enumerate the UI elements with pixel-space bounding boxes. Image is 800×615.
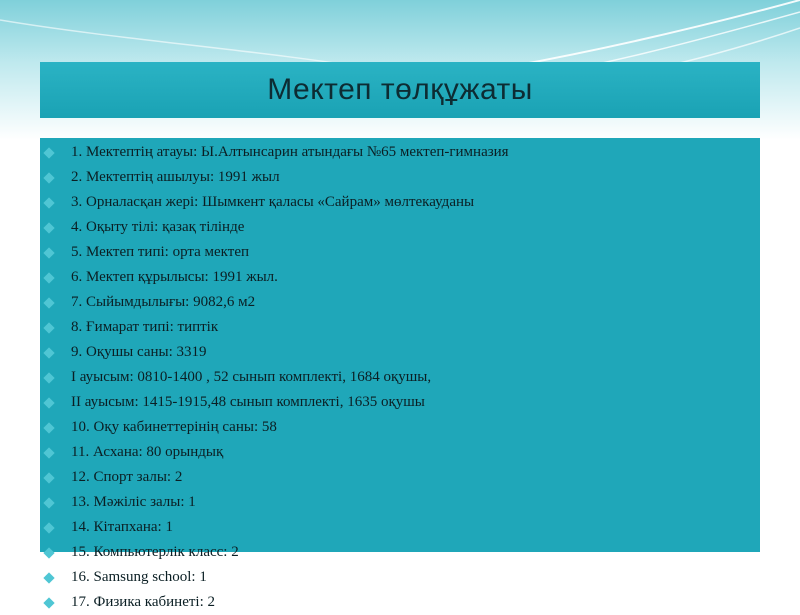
list-item-text: 6. Мектеп құрылысы: 1991 жыл. [71,269,278,285]
list-item [44,190,764,215]
list-item [44,140,764,165]
title-bar [40,62,760,118]
diamond-bullet-icon [44,273,54,283]
list-item [44,590,764,615]
diamond-bullet-icon [44,198,54,208]
diamond-bullet-icon [44,523,54,533]
bullet-list [44,140,764,615]
diamond-bullet-icon [44,373,54,383]
list-item [44,465,764,490]
list-item-text: 2. Мектептің ашылуы: 1991 жыл [71,169,280,185]
list-item [44,390,764,415]
list-item-text: 9. Оқушы саны: 3319 [71,344,207,360]
list-item-text: 7. Сыйымдылығы: 9082,6 м2 [71,294,256,310]
list-item [44,515,764,540]
list-item-text: I ауысым: 0810-1400 , 52 сынып комплекті, 1684 оқушы, [71,369,432,385]
diamond-bullet-icon [44,573,54,583]
list-item-text: 4. Оқыту тілі: қазақ тілінде [71,219,245,235]
list-item-text: 1. Мектептің атауы: Ы.Алтынсарин атындағы №65 мектеп-гимназия [71,144,509,160]
list-item-text: 14. Кітапхана: 1 [71,519,173,535]
list-item [44,340,764,365]
list-item [44,540,764,565]
diamond-bullet-icon [44,423,54,433]
diamond-bullet-icon [44,548,54,558]
list-item [44,215,764,240]
list-item-text: II ауысым: 1415-1915,48 сынып комплекті, 1635 оқушы [71,394,425,410]
list-item-text: 10. Оқу кабинеттерінің саны: 58 [71,419,277,435]
list-item [44,315,764,340]
list-item-text: 3. Орналасқан жері: Шымкент қаласы «Сайрам» мөлтекауданы [71,194,475,210]
slide-title: Мектеп төлқұжаты [267,73,533,106]
list-item [44,490,764,515]
list-item [44,240,764,265]
list-item [44,565,764,590]
list-item-text: 8. Ғимарат типі: типтік [71,319,219,335]
list-item [44,415,764,440]
list-item-text: 17. Физика кабинеті: 2 [71,594,216,610]
diamond-bullet-icon [44,448,54,458]
list-item [44,365,764,390]
list-item-text: 12. Спорт залы: 2 [71,469,183,485]
list-item [44,265,764,290]
diamond-bullet-icon [44,248,54,258]
list-item-text: 15. Компьютерлік класс: 2 [71,544,239,560]
list-item-text: 13. Мәжіліс залы: 1 [71,494,196,510]
diamond-bullet-icon [44,323,54,333]
list-item [44,165,764,190]
diamond-bullet-icon [44,398,54,408]
diamond-bullet-icon [44,498,54,508]
diamond-bullet-icon [44,348,54,358]
list-item [44,290,764,315]
diamond-bullet-icon [44,148,54,158]
list-item-text: 16. Samsung school: 1 [71,569,207,585]
list-item-text: 11. Асхана: 80 орындық [71,444,224,460]
diamond-bullet-icon [44,473,54,483]
diamond-bullet-icon [44,598,54,608]
diamond-bullet-icon [44,298,54,308]
list-item-text: 5. Мектеп типі: орта мектеп [71,244,250,260]
diamond-bullet-icon [44,173,54,183]
list-item [44,440,764,465]
diamond-bullet-icon [44,223,54,233]
